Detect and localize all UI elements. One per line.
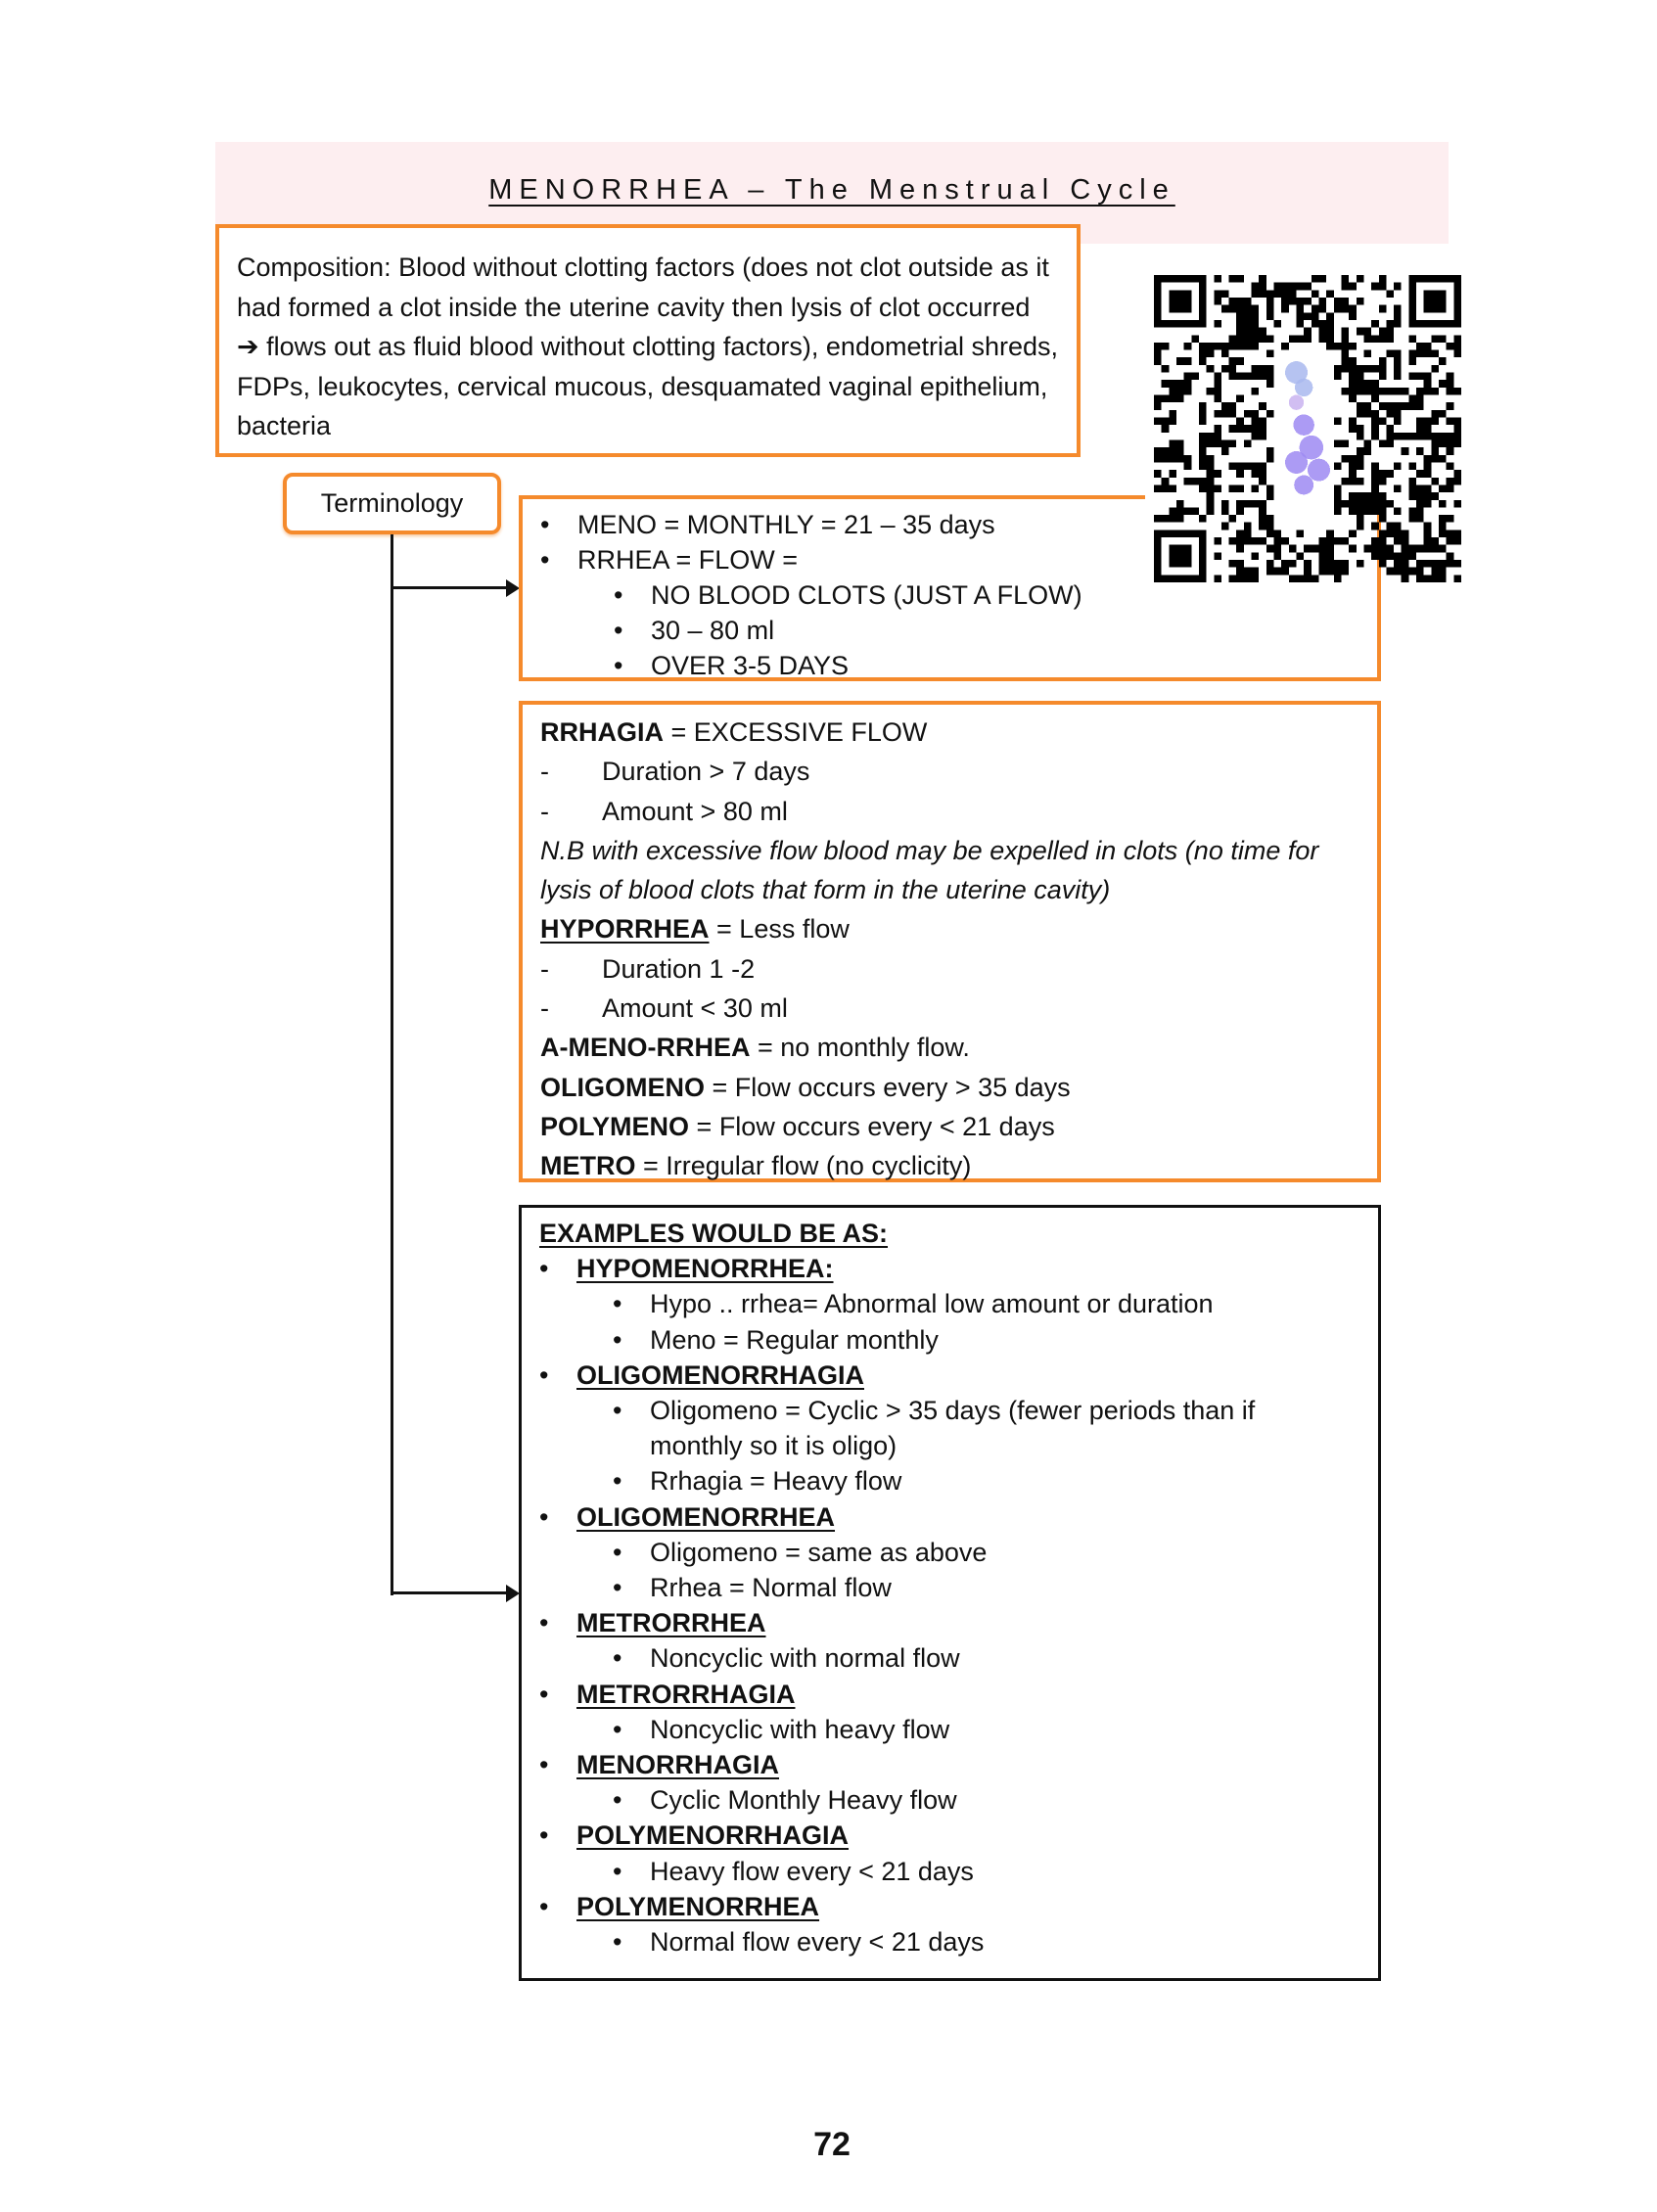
term: HYPORRHEA <box>540 914 710 945</box>
term: A-MENO-RRHEA <box>540 1033 751 1063</box>
list-item: - Amount < 30 ml <box>540 989 1359 1028</box>
term: OLIGOMENORRHEA <box>576 1501 836 1532</box>
example-term <box>539 1251 1360 1286</box>
qr-code[interactable] <box>1154 275 1461 582</box>
list-item: • RRHEA = FLOW = <box>540 542 1359 577</box>
connector-line <box>391 534 393 1595</box>
list-item: • Noncyclic with normal flow <box>539 1640 1360 1676</box>
term: RRHAGIA <box>540 717 664 747</box>
page-number: 72 <box>813 2126 851 2163</box>
term: OLIGOMENORRHAGIA <box>576 1359 864 1390</box>
list-item: - Amount > 80 ml <box>540 792 1359 831</box>
arrow-right-icon <box>506 579 520 597</box>
list-item: • Hypo .. rrhea= Abnormal low amount or duration <box>539 1286 1360 1321</box>
example-term <box>539 1818 1360 1853</box>
example-term <box>539 1747 1360 1782</box>
definitions-box <box>519 701 1381 1182</box>
term: POLYMENO <box>540 1111 690 1141</box>
definition: = EXCESSIVE FLOW <box>664 717 928 747</box>
term: HYPOMENORRHEA: <box>576 1254 834 1284</box>
examples-list <box>539 1251 1360 1959</box>
term: OLIGOMENO <box>540 1072 705 1102</box>
box-border <box>519 495 1145 499</box>
example-term <box>539 1358 1360 1393</box>
composition-box: Composition: Blood without clotting factors (does not clot outside as it had formed a clot inside the uterine cavity then lysis of clot occurred ➔ flows out as fluid blood without clotting factors), endometrial shreds, FDPs, leukocytes, cervical mucous, desquamated vaginal epithelium, bacteria <box>215 224 1081 457</box>
term: POLYMENORRHAGIA <box>576 1820 850 1851</box>
list-item: • Rrhagia = Heavy flow <box>539 1463 1360 1498</box>
term: MENORRHAGIA <box>576 1750 779 1780</box>
connector-line <box>391 586 508 589</box>
list-item: • Oligomeno = same as above <box>539 1535 1360 1570</box>
example-term <box>539 1889 1360 1924</box>
examples-box <box>519 1205 1381 1981</box>
list-item: • Rrhea = Normal flow <box>539 1570 1360 1605</box>
definition: = Irregular flow (no cyclicity) <box>635 1151 972 1181</box>
definition: = no monthly flow. <box>750 1033 970 1063</box>
connector-line <box>391 1591 508 1594</box>
list-item: • Noncyclic with heavy flow <box>539 1712 1360 1747</box>
list-item: • Normal flow every < 21 days <box>539 1924 1360 1959</box>
definition: = Flow occurs every > 35 days <box>705 1072 1071 1102</box>
example-term <box>539 1499 1360 1535</box>
list-item: • OVER 3-5 DAYS <box>540 648 1359 683</box>
terminology-label: Terminology <box>283 473 501 534</box>
arrow-right-icon <box>506 1585 520 1602</box>
definition: = Flow occurs every < 21 days <box>689 1111 1055 1141</box>
definition: = Less flow <box>709 914 850 945</box>
example-term <box>539 1605 1360 1640</box>
term: METRO <box>540 1151 636 1181</box>
list-item: • Heavy flow every < 21 days <box>539 1854 1360 1889</box>
examples-heading: EXAMPLES WOULD BE AS: <box>539 1219 889 1248</box>
term: METRORRHEA <box>576 1608 766 1638</box>
list-item: • Cyclic Monthly Heavy flow <box>539 1782 1360 1818</box>
list-item: - Duration 1 -2 <box>540 949 1359 989</box>
note: N.B with excessive flow blood may be expelled in clots (no time for lysis of blood clots that form in the uterine cavity) <box>540 835 1319 905</box>
list-item: - Duration > 7 days <box>540 752 1359 791</box>
term: METRORRHAGIA <box>576 1679 796 1709</box>
term: POLYMENORRHEA <box>576 1891 820 1921</box>
list-item: • 30 – 80 ml <box>540 613 1359 648</box>
example-term <box>539 1677 1360 1712</box>
page-title: MENORRHEA – The Menstrual Cycle <box>488 174 1175 206</box>
list-item: • MENO = MONTHLY = 21 – 35 days <box>540 507 1359 542</box>
list-item: • NO BLOOD CLOTS (JUST A FLOW) <box>540 577 1359 613</box>
list-item: • Meno = Regular monthly <box>539 1322 1360 1358</box>
list-item: • Oligomeno = Cyclic > 35 days (fewer periods than if monthly so it is oligo) <box>539 1393 1276 1463</box>
